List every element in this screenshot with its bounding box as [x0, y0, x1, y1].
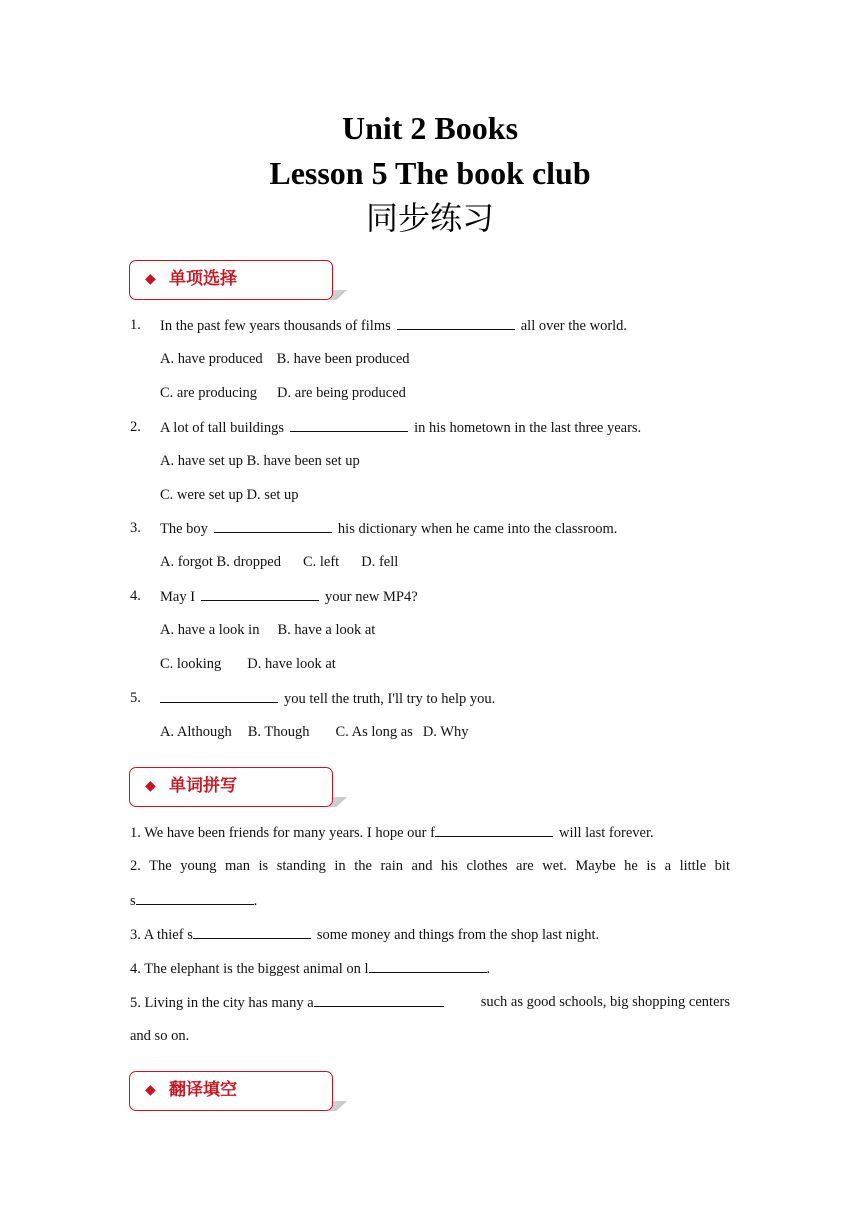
- question-stem: In the past few years thousands of films: [160, 318, 391, 334]
- options-row: [160, 350, 410, 368]
- answer-blank: [369, 959, 487, 973]
- section-label: 单词拼写: [169, 776, 237, 796]
- option-c: C. were set up D. set up: [160, 487, 299, 503]
- question-stem: The boy: [160, 521, 208, 537]
- diamond-icon: ◆: [145, 1082, 156, 1098]
- spelling-stem-end: .: [253, 893, 258, 909]
- option-a: A. have set up B. have been set up: [160, 453, 360, 469]
- question-stem-end: in his hometown in the last three years.: [414, 420, 642, 436]
- option-d: D. are being produced: [277, 385, 406, 401]
- options-row: [160, 621, 375, 639]
- question-stem: May I: [160, 589, 196, 605]
- answer-blank: [160, 689, 278, 703]
- diamond-icon: ◆: [145, 271, 156, 287]
- option-a: A. have a look in: [160, 622, 260, 638]
- question-text: [160, 418, 641, 437]
- answer-blank: [314, 993, 444, 1007]
- spelling-stem-end: .: [486, 961, 491, 977]
- diamond-icon: ◆: [145, 778, 156, 794]
- option-a: A. have produced: [160, 351, 263, 367]
- option-c: C. As long as: [335, 724, 413, 740]
- question-stem: A lot of tall buildings: [160, 420, 285, 436]
- spelling-stem: and so on.: [130, 1028, 190, 1044]
- question-number: 3.: [130, 520, 141, 536]
- option-c: C. looking: [160, 656, 222, 672]
- options-row: [160, 553, 398, 571]
- question-stem-end: all over the world.: [520, 318, 628, 334]
- spelling-stem-end: such as good schools, big shopping centers: [480, 994, 730, 1010]
- answer-blank: [214, 519, 332, 533]
- option-d: D. fell: [361, 554, 399, 570]
- spelling-stem: s: [130, 893, 136, 909]
- answer-blank: [397, 316, 515, 330]
- spelling-item: [130, 959, 490, 978]
- option-a: A. forgot B. dropped: [160, 554, 281, 570]
- page-title-line3: 同步练习: [365, 199, 494, 237]
- question-text: [160, 519, 617, 538]
- page-title-line2: Lesson 5 The book club: [269, 155, 591, 191]
- spelling-stem: 3. A thief s: [130, 927, 193, 943]
- options-row: [160, 486, 299, 504]
- options-row: [160, 723, 468, 741]
- option-c: C. left: [302, 554, 340, 570]
- question-text: [160, 689, 495, 708]
- answer-blank: [193, 925, 311, 939]
- spelling-item-cont: [130, 891, 257, 910]
- option-d: D. Why: [422, 724, 469, 740]
- spelling-stem-end: some money and things from the shop last night.: [316, 927, 600, 943]
- answer-blank: [435, 823, 553, 837]
- question-text: [160, 587, 418, 606]
- spelling-item: [130, 993, 730, 1012]
- question-number: 5.: [130, 690, 141, 706]
- question-text: [160, 316, 627, 335]
- spelling-item-cont: [130, 1027, 189, 1045]
- question-number: 4.: [130, 588, 141, 604]
- option-a: A. Although: [160, 724, 232, 740]
- question-number: 2.: [130, 419, 141, 435]
- options-row: [160, 655, 336, 673]
- section-header-spelling: [129, 767, 349, 813]
- spelling-stem: 5. Living in the city has many a: [130, 995, 314, 1011]
- section-label: 单项选择: [169, 269, 237, 289]
- answer-blank: [290, 418, 408, 432]
- options-row: [160, 384, 406, 402]
- spelling-stem: 2. The young man is standing in the rain and his clothes are wet. Maybe he is a little bit: [130, 858, 730, 874]
- spelling-stem: 1. We have been friends for many years. I hope our f: [130, 825, 435, 841]
- page-title-line1: Unit 2 Books: [341, 110, 519, 146]
- option-b: B. have a look at: [277, 622, 376, 638]
- section-label: 翻译填空: [169, 1080, 237, 1100]
- option-d: D. have look at: [247, 656, 336, 672]
- question-stem-end: you tell the truth, I'll try to help you.: [284, 691, 496, 707]
- spelling-item: [130, 925, 599, 944]
- spelling-item: [130, 823, 654, 842]
- section-header-translation: [129, 1071, 349, 1117]
- option-b: B. Though: [247, 724, 310, 740]
- question-stem-end: your new MP4?: [325, 589, 418, 605]
- answer-blank: [201, 587, 319, 601]
- question-number: 1.: [130, 317, 141, 333]
- spelling-stem-end: will last forever.: [558, 825, 654, 841]
- question-stem-end: his dictionary when he came into the classroom.: [337, 521, 618, 537]
- spelling-item: [130, 857, 730, 875]
- option-c: C. are producing: [160, 385, 258, 401]
- options-row: [160, 452, 360, 470]
- spelling-stem: 4. The elephant is the biggest animal on l: [130, 961, 369, 977]
- option-b: B. have been produced: [276, 351, 410, 367]
- section-header-multiple-choice: [129, 260, 349, 306]
- answer-blank: [136, 891, 254, 905]
